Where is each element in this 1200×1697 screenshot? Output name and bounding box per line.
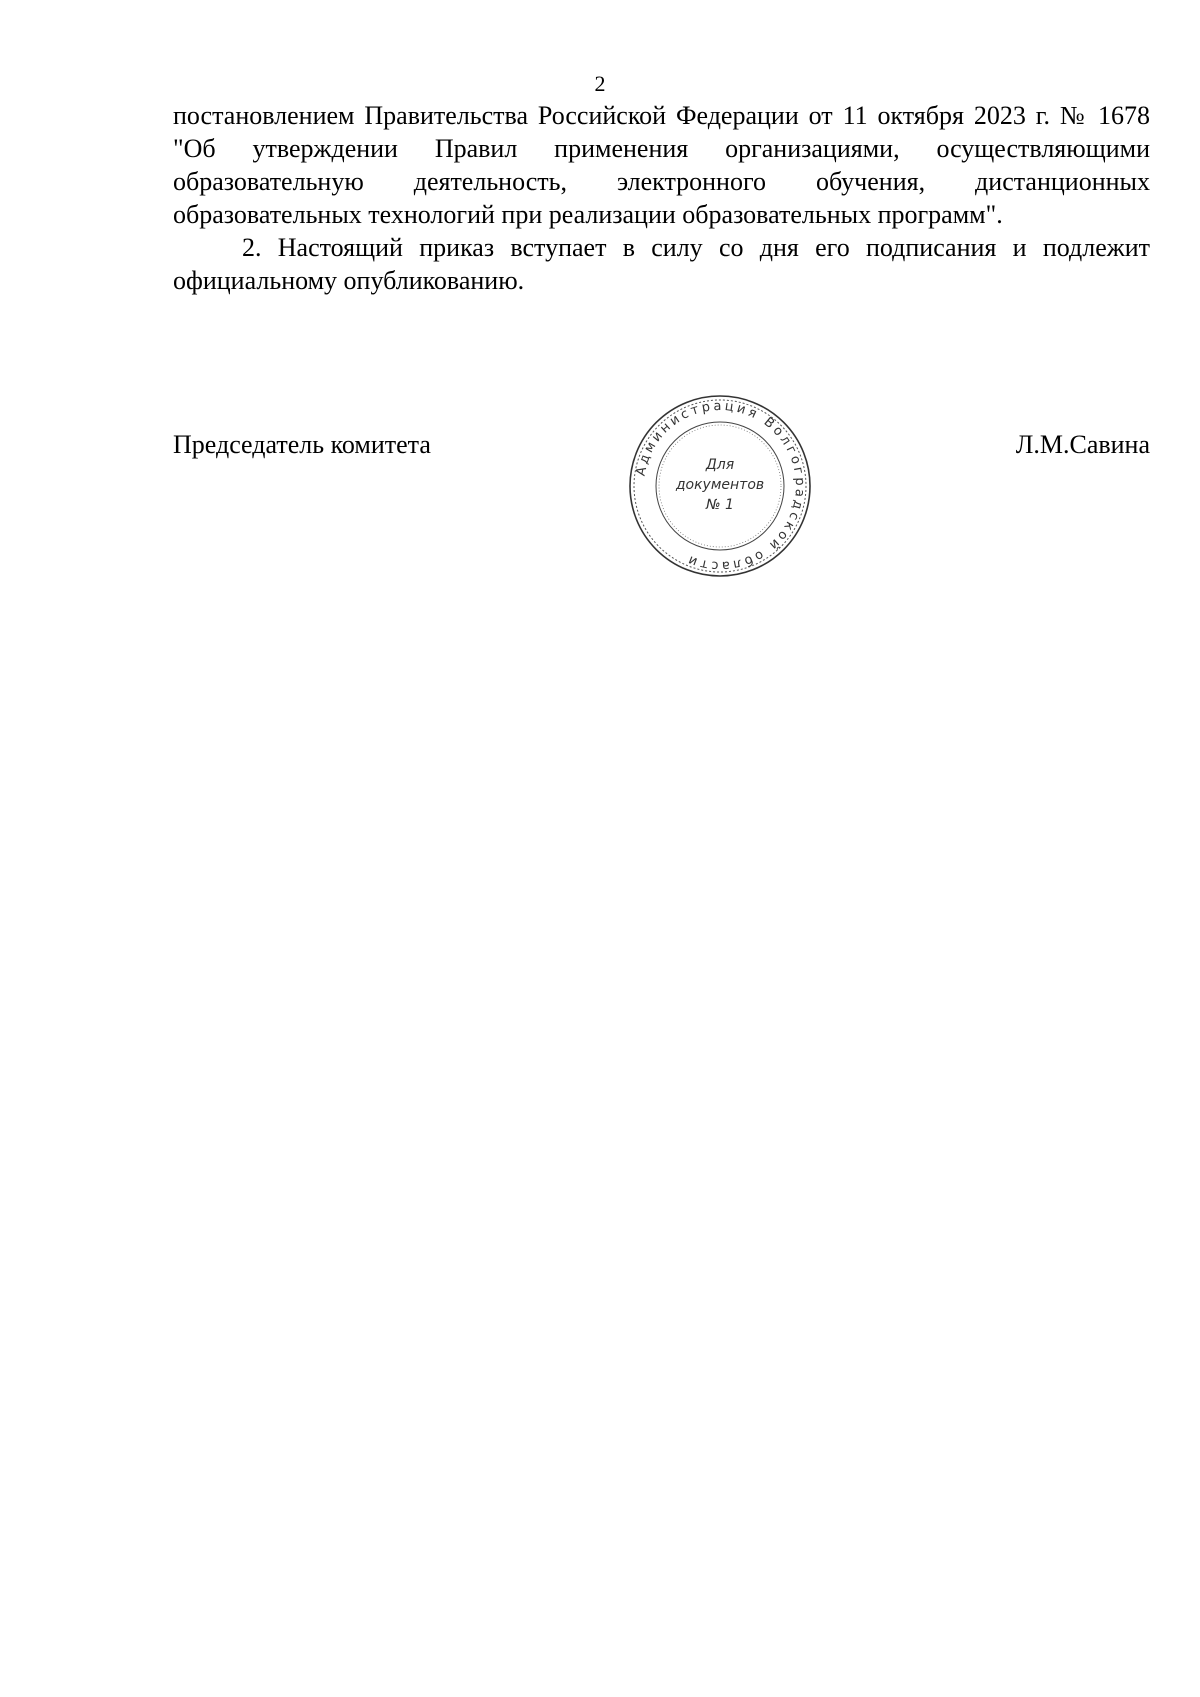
seal-center-line-1: Для xyxy=(705,457,735,473)
seal-graphic xyxy=(627,393,813,579)
signatory-name: Л.М.Савина xyxy=(1015,430,1150,459)
seal-outer-text: Администрация Волгоградской области xyxy=(633,398,808,574)
page-number: 2 xyxy=(594,71,606,96)
seal-center-line-3: № 1 xyxy=(706,497,734,513)
signatory-title: Председатель комитета xyxy=(173,430,431,459)
seal-center-line-2: документов xyxy=(675,477,765,493)
paragraph-effective-date: 2. Настоящий приказ вступает в силу со дня его подписания и подлежит официальному опубликованию. xyxy=(173,233,1150,295)
document-body xyxy=(173,99,1150,297)
paragraph-continuation: постановлением Правительства Российской Федерации от 11 октября 2023 г. № 1678 "Об утверждении Правил применения организациями, осуществляющими образовательную деятельность, электронного обучения, дистанционных образовательных технологий при реализации образовательных программ". xyxy=(173,101,1150,229)
official-seal xyxy=(627,393,813,579)
